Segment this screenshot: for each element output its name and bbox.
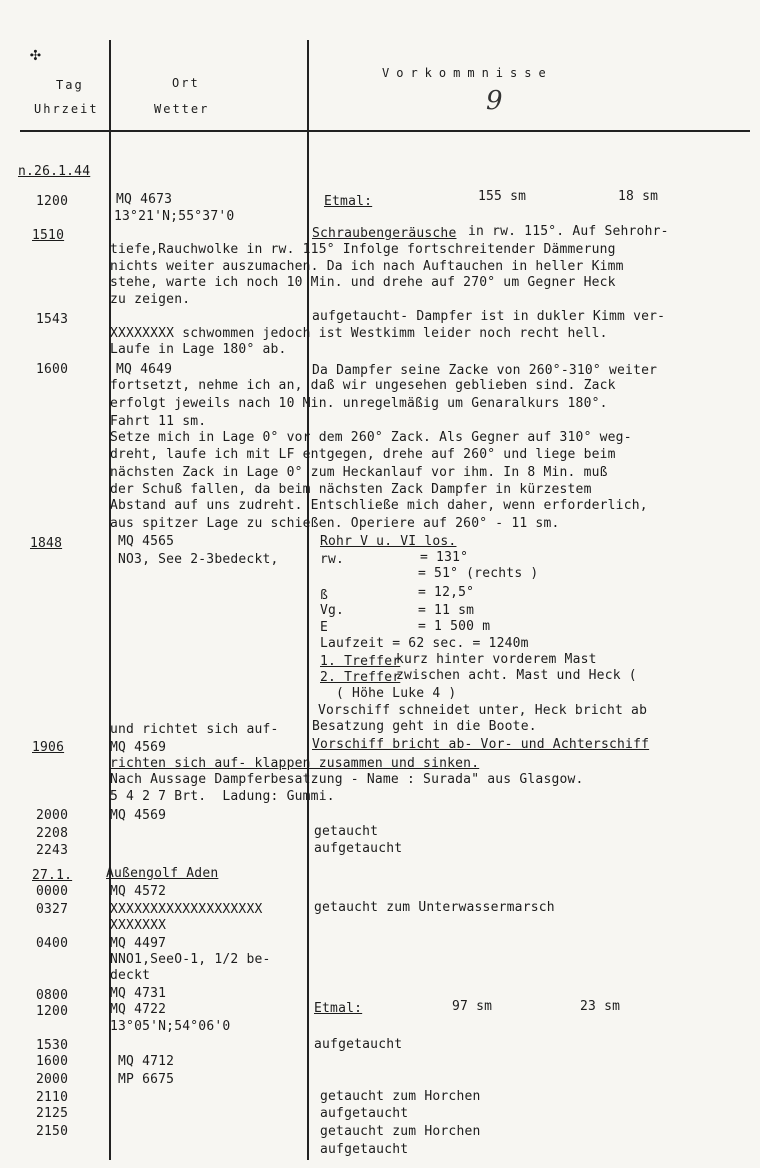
diary-text-line: aufgetaucht (320, 1106, 409, 1121)
diary-text-line: MQ 4497 (110, 936, 167, 951)
diary-text-line: MQ 4572 (110, 884, 167, 899)
diary-text-line: fortsetzt, nehme ich an, daß wir ungesehen geblieben sind. Zack (110, 378, 616, 393)
diary-text-line: 1906 (32, 740, 65, 755)
diary-text-line: der Schuß fallen, da beim nächsten Zack Dampfer in kürzestem (110, 482, 592, 497)
diary-text-line: aufgetaucht (320, 1142, 409, 1157)
diary-text-line: NNO1,SeeO-1, 1/2 be- (110, 952, 271, 967)
diary-text-line: 1530 (36, 1038, 69, 1053)
diary-text-line: 1200 (36, 194, 69, 209)
diary-text-line: Nach Aussage Dampferbesatzung - Name : Surada" aus Glasgow. (110, 772, 584, 787)
diary-text-line: erfolgt jeweils nach 10 Min. unregelmäßig um Genaralkurs 180°. (110, 396, 608, 411)
diary-text-line: XXXXXXX (110, 918, 167, 933)
diary-text-line: 2110 (36, 1090, 69, 1105)
diary-text-line: XXXXXXXX schwommen jedoch ist Westkimm leider noch recht hell. (110, 326, 608, 341)
diary-text-line: Rohr V u. VI los. (320, 534, 457, 549)
diary-text-line: 1200 (36, 1004, 69, 1019)
diary-text-line: 23 sm (580, 999, 621, 1014)
diary-text-line: deckt (110, 968, 151, 983)
header-rule (20, 130, 750, 132)
column-divider-2 (307, 40, 309, 1160)
diary-text-line: 27.1. (32, 868, 73, 883)
diary-text-line: Da Dampfer seine Zacke von 260°-310° weiter (312, 363, 658, 378)
diary-text-line: Etmal: (314, 1001, 363, 1016)
diary-text-line: in rw. 115°. Auf Sehrohr- (468, 224, 669, 239)
diary-text-line: Vorschiff schneidet unter, Heck bricht ab (318, 703, 648, 718)
diary-text-line: getaucht (314, 824, 379, 839)
diary-text-line: E (320, 620, 329, 635)
diary-text-line: 1600 (36, 1054, 69, 1069)
diary-text-line: 2125 (36, 1106, 69, 1121)
diary-text-line: Etmal: (324, 194, 373, 209)
diary-text-line: dreht, laufe ich mit LF entgegen, drehe auf 260° und liege beim (110, 447, 616, 462)
diary-text-line: getaucht zum Horchen (320, 1124, 481, 1139)
header-day: Tag (56, 78, 84, 92)
diary-text-line: 1543 (36, 312, 69, 327)
header-events: Vorkommnisse (382, 66, 553, 80)
diary-text-line: MQ 4565 (118, 534, 175, 549)
diary-text-line: Vorschiff bricht ab- Vor- und Achterschiff (312, 737, 650, 752)
header-time: Uhrzeit (34, 102, 99, 116)
diary-text-line: zu zeigen. (110, 292, 191, 307)
diary-text-line: Fahrt 11 sm. (110, 414, 207, 429)
diary-text-line: aus spitzer Lage zu schießen. Operiere auf 260° - 11 sm. (110, 516, 560, 531)
diary-text-line: 2208 (36, 826, 69, 841)
diary-text-line: 2243 (36, 843, 69, 858)
diary-text-line: 18 sm (618, 189, 659, 204)
diary-text-line: 1600 (36, 362, 69, 377)
diary-text-line: nichts weiter auszumachen. Da ich nach Auftauchen in heller Kimm (110, 259, 624, 274)
diary-text-line: 2000 (36, 1072, 69, 1087)
diary-text-line: = 11 sm (418, 603, 475, 618)
diary-text-line: ß (320, 588, 329, 603)
diary-text-line: 97 sm (452, 999, 493, 1014)
diary-text-line: Laufzeit = 62 sec. = 1240m (320, 636, 529, 651)
diary-text-line: aufgetaucht (314, 841, 403, 856)
diary-text-line: MQ 4712 (118, 1054, 175, 1069)
diary-text-line: aufgetaucht- Dampfer ist in dukler Kimm ver- (312, 309, 666, 324)
diary-text-line: NO3, See 2-3bedeckt, (118, 552, 279, 567)
diary-text-line: MQ 4731 (110, 986, 167, 1001)
diary-text-line: n.26.1.44 (18, 164, 91, 179)
diary-text-line: zwischen acht. Mast und Heck ( (396, 668, 637, 683)
diary-text-line: rw. (320, 552, 345, 567)
ink-mark-icon: ✣ (30, 44, 41, 65)
diary-text-line: getaucht zum Unterwassermarsch (314, 900, 555, 915)
diary-text-line: und richtet sich auf- (110, 722, 279, 737)
header-weather: Wetter (154, 102, 210, 116)
diary-text-line: = 131° (420, 550, 469, 565)
diary-text-line: 0800 (36, 988, 69, 1003)
diary-text-line: = 1 500 m (418, 619, 491, 634)
diary-text-line: nächsten Zack in Lage 0° zum Heckanlauf vor ihm. In 8 Min. muß (110, 465, 608, 480)
diary-text-line: ( Höhe Luke 4 ) (336, 686, 457, 701)
diary-text-line: = 12,5° (418, 585, 475, 600)
diary-text-line: Laufe in Lage 180° ab. (110, 342, 287, 357)
diary-text-line: Außengolf Aden (106, 866, 219, 881)
diary-text-line: 1848 (30, 536, 63, 551)
diary-text-line: 5 4 2 7 Brt. Ladung: Gummi. (110, 789, 335, 804)
diary-text-line: stehe, warte ich noch 10 Min. und drehe auf 270° um Gegner Heck (110, 275, 616, 290)
diary-text-line: tiefe,Rauchwolke in rw. 115° Infolge fortschreitender Dämmerung (110, 242, 616, 257)
diary-text-line: MQ 4649 (116, 362, 173, 377)
diary-text-line: 1510 (32, 228, 65, 243)
diary-text-line: 2. Treffer (320, 670, 401, 685)
diary-text-line: 13°21'N;55°37'0 (114, 209, 235, 224)
diary-text-line: Besatzung geht in die Boote. (312, 719, 537, 734)
diary-text-line: 2000 (36, 808, 69, 823)
diary-text-line: MQ 4673 (116, 192, 173, 207)
diary-text-line: Abstand auf uns zudreht. Entschließe mich daher, wenn erforderlich, (110, 498, 648, 513)
diary-text-line: MQ 4722 (110, 1002, 167, 1017)
diary-text-line: = 51° (rechts ) (418, 566, 539, 581)
diary-text-line: getaucht zum Horchen (320, 1089, 481, 1104)
diary-text-line: MP 6675 (118, 1072, 175, 1087)
diary-text-line: 0400 (36, 936, 69, 951)
diary-text-line: MQ 4569 (110, 808, 167, 823)
diary-text-line: aufgetaucht (314, 1037, 403, 1052)
diary-text-line: 13°05'N;54°06'0 (110, 1019, 231, 1034)
diary-text-line: Setze mich in Lage 0° vor dem 260° Zack. Als Gegner auf 310° weg- (110, 430, 632, 445)
diary-text-line: Vg. (320, 603, 345, 618)
diary-text-line: XXXXXXXXXXXXXXXXXXX (110, 902, 263, 917)
diary-text-line: 0327 (36, 902, 69, 917)
diary-text-line: 2150 (36, 1124, 69, 1139)
diary-text-line: 1. Treffer (320, 654, 401, 669)
diary-text-line: richten sich auf- klappen zusammen und sinken. (110, 756, 480, 771)
diary-text-line: Schraubengeräusche (312, 226, 457, 241)
header-location: Ort (172, 76, 200, 90)
page-number-handwritten: 9 (486, 86, 503, 116)
diary-text-line: kurz hinter vorderem Mast (396, 652, 597, 667)
diary-text-line: 0000 (36, 884, 69, 899)
diary-text-line: 155 sm (478, 189, 527, 204)
diary-text-line: MQ 4569 (110, 740, 167, 755)
